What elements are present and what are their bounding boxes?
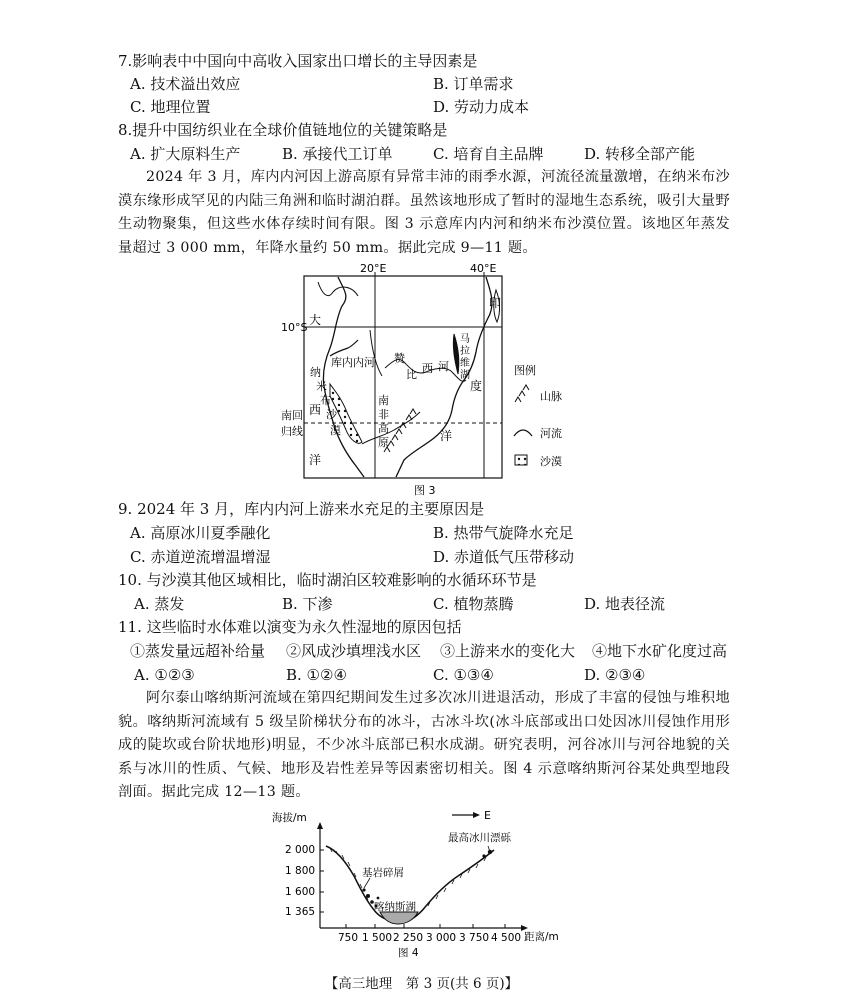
xtick-3750: 3 750 [459, 932, 490, 944]
label-malawi-4: 湖 [460, 370, 470, 381]
label-namib-bu: 布 [320, 394, 331, 407]
label-zambezi-4: 河 [438, 360, 449, 373]
direction-arrowhead [473, 812, 480, 818]
q11-statement-1: ①蒸发量远超补给量 [130, 642, 266, 660]
label-plateau-2: 非 [378, 408, 389, 421]
label-tropic-1: 南回 [281, 409, 303, 422]
q11-option-a: A. ①②③ [134, 666, 195, 684]
figure-3-map [270, 258, 590, 498]
legend-title: 图例 [514, 364, 536, 377]
xtick-3000: 3 000 [426, 932, 457, 944]
q8-option-b: B. 承接代工订单 [282, 145, 393, 163]
q10-option-a: A. 蒸发 [134, 595, 185, 613]
label-namib-sha: 沙 [326, 408, 337, 421]
label-namib-mi: 米 [316, 380, 327, 393]
xtick-750: 750 [338, 932, 359, 944]
label-kanas-lake: 喀纳斯湖 [374, 901, 416, 913]
label-zambezi-3: 西 [422, 362, 433, 375]
page-footer: 【高三地理 第 3 页(共 6 页)】 [324, 976, 519, 992]
label-indian-yang: 洋 [440, 429, 453, 443]
q11-option-d: D. ②③④ [584, 666, 646, 684]
label-tropic-2: 归线 [281, 425, 303, 438]
xtick-4500: 4 500 [491, 932, 522, 944]
q8-option-a: A. 扩大原料生产 [130, 145, 241, 163]
label-plateau-1: 南 [378, 394, 389, 407]
label-malawi-3: 维 [460, 358, 470, 369]
q10-option-d: D. 地表径流 [584, 595, 666, 613]
orange-river [362, 412, 420, 444]
q11-option-b: B. ①②④ [286, 666, 347, 684]
q8-option-c: C. 培育自主品牌 [433, 145, 544, 163]
xtick-2250: 2 250 [393, 932, 424, 944]
passage-kanas: 阿尔泰山喀纳斯河流域在第四纪期间发生过多次冰川进退活动，形成了丰富的侵蚀与堆积地貌。喀纳斯河流域有 5 级呈阶梯状分布的冰斗，古冰斗坎(冰斗底部或出口处因冰川侵蚀作用形成的陡坎或台阶状地形)明显，不少冰斗底部已积水成湖。研究表明，河谷冰川与河谷地貌的关系与冰川的性质、气候、地形及岩性差异等因素密切相关。图 4 示意喀纳斯河谷某处典型地段剖面。据此完成 12—13 题。 [118, 690, 730, 800]
q11-stem: 11. 这些临时水体难以演变为永久性湿地的原因包括 [118, 618, 462, 636]
xtick-1500: 1 500 [362, 932, 393, 944]
label-zambezi-2: 比 [406, 368, 417, 381]
q11-option-c: C. ①③④ [433, 666, 494, 684]
q9-option-b: B. 热带气旋降水充足 [433, 524, 574, 542]
label-indian-yin: 印 [489, 296, 502, 310]
label-erratic: 最高冰川漂砾 [448, 832, 511, 844]
label-plateau-4: 原 [378, 436, 389, 449]
label-40e: 40°E [470, 262, 497, 275]
label-10s: 10°S [281, 321, 308, 334]
slope-hatching [330, 848, 486, 906]
label-indian-du: 度 [470, 379, 483, 393]
q7-option-c: C. 地理位置 [130, 98, 211, 116]
q9-option-a: A. 高原冰川夏季融化 [130, 524, 271, 542]
q10-stem: 10. 与沙漠其他区域相比，临时湖泊区较难影响的水循环环节是 [118, 571, 537, 589]
legend-river-icon [514, 430, 532, 436]
lake-malawi [453, 334, 458, 374]
q11-statement-3: ③上游来水的变化大 [440, 642, 576, 660]
label-namib-na: 纳 [310, 366, 321, 379]
inner-river [370, 330, 382, 376]
west-coastline [323, 277, 364, 477]
passage-kunene: 2024 年 3 月，库内内河因上游高原有异常丰沛的雨季水源，河流径流量激增，在纳米布沙漠东缘形成罕见的内陆三角洲和临时湖泊群。虽然该地形成了暂时的湿地生态系统，吸引大量野生动物聚集，但这些水体存续时间有限。图 3 示意库内内河和纳米布沙漠位置。该地区年蒸发量超过 3 000 mm，年降水量约 50 mm。据此完成 9—11 题。 [118, 169, 730, 256]
y-axis-label: 海拔/m [272, 812, 307, 824]
figure-4-caption: 图 4 [398, 947, 419, 959]
q7-stem: 7.影响表中中国向中高收入国家出口增长的主导因素是 [118, 52, 478, 70]
label-kunene: 库内内河 [331, 356, 375, 369]
legend-river-label: 河流 [540, 427, 562, 440]
q8-option-d: D. 转移全部产能 [584, 145, 696, 163]
ytick-1800: 1 800 [285, 865, 316, 877]
label-zambezi-1: 赞 [394, 352, 405, 365]
legend-desert-icon [515, 455, 527, 465]
glacial-erratics [482, 850, 492, 858]
kunene-river [330, 340, 358, 356]
q7-option-a: A. 技术溢出效应 [130, 75, 241, 93]
q9-option-d: D. 赤道低气压带移动 [433, 548, 575, 566]
x-axis-label: 距离/m [524, 931, 559, 943]
map-frame [304, 276, 502, 478]
label-malawi-1: 马 [460, 334, 470, 345]
label-atlantic-yang: 洋 [309, 453, 322, 467]
figure-3-caption: 图 3 [414, 484, 436, 497]
q11-statement-4: ④地下水矿化度过高 [592, 642, 728, 660]
ytick-1600: 1 600 [285, 886, 316, 898]
label-atlantic-xi: 西 [309, 403, 322, 417]
label-moraine: 基岩碎屑 [362, 867, 404, 879]
kanas-lake [380, 912, 418, 924]
legend-mountain-icon [515, 385, 529, 402]
direction-label: E [484, 809, 491, 822]
figure-4-profile [264, 806, 559, 966]
ytick-2000: 2 000 [285, 844, 316, 856]
q10-option-c: C. 植物蒸腾 [433, 595, 514, 613]
y-axis-arrow [317, 822, 323, 829]
q8-stem: 8.提升中国纺织业在全球价值链地位的关键策略是 [118, 121, 448, 139]
q10-option-b: B. 下渗 [282, 595, 333, 613]
q7-option-b: B. 订单需求 [433, 75, 514, 93]
label-atlantic-da: 大 [309, 313, 322, 327]
legend-mountain-label: 山脉 [540, 390, 562, 403]
q9-option-c: C. 赤道逆流增温增湿 [130, 548, 271, 566]
label-malawi-2: 拉 [460, 346, 470, 357]
q7-option-d: D. 劳动力成本 [433, 98, 530, 116]
label-plateau-3: 高 [378, 422, 389, 435]
label-namib-mo: 漠 [330, 424, 341, 437]
q11-statement-2: ②风成沙填埋浅水区 [286, 642, 422, 660]
q9-stem: 9. 2024 年 3 月，库内内河上游来水充足的主要原因是 [118, 500, 485, 518]
ytick-1365: 1 365 [285, 906, 316, 918]
label-20e: 20°E [360, 262, 387, 275]
congo-river [318, 282, 358, 296]
legend-desert-label: 沙漠 [540, 455, 562, 468]
